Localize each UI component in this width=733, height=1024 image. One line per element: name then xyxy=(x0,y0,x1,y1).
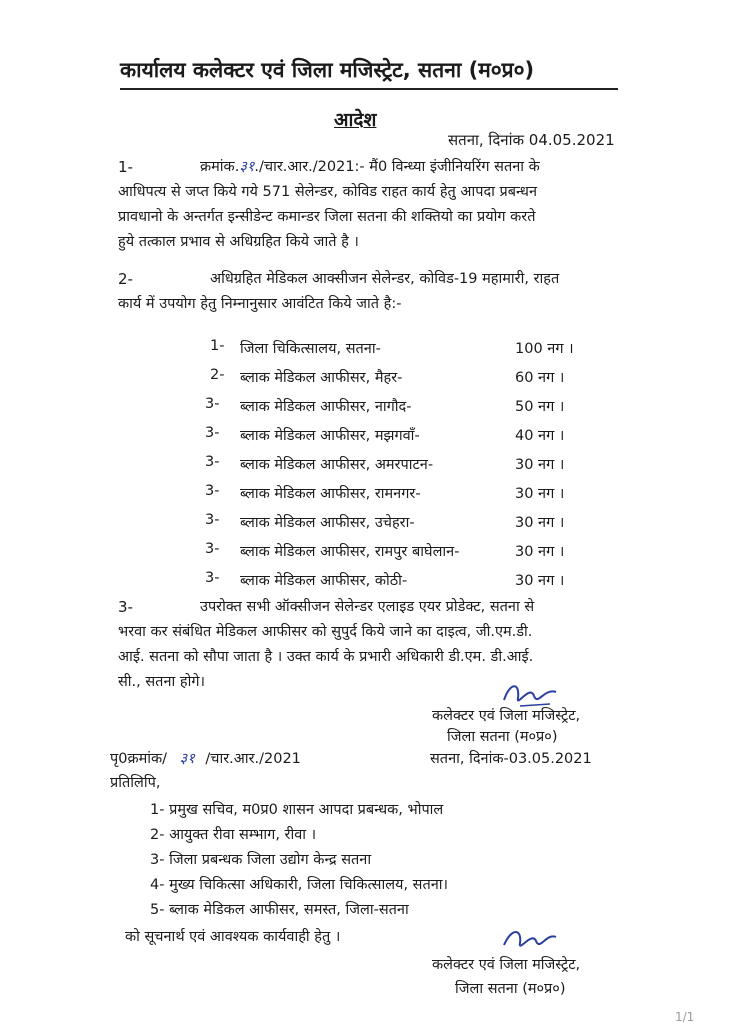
copy-label: प्रतिलिपि, xyxy=(110,775,161,791)
para1-line1-rest: ./चार.आर./2021:- मैं0 विन्ध्या इंजीनियरिंग सतना के xyxy=(254,159,540,175)
para3-line3: आई. सतना को सौपा जाता है । उक्त कार्य के प्रभारी अधिकारी डी.एम. डी.आई. xyxy=(118,649,534,665)
endorsement-ref xyxy=(110,748,301,768)
para1-line1-start: क्रमांक. xyxy=(200,159,240,175)
para3-line2: भरवा कर संबंधित मेडिकल आफीसर को सुपुर्द किये जाने का दाइत्व, जी.एम.डी. xyxy=(118,624,533,640)
signature2-scribble xyxy=(500,925,560,957)
para1-line1 xyxy=(200,155,540,180)
endorsement-date: सतना, दिनांक-03.05.2021 xyxy=(430,751,592,767)
list-item: 3- जिला प्रबन्धक जिला उद्योग केन्द्र सतना xyxy=(150,852,372,868)
office-title: कार्यालय कलेक्टर एवं जिला मजिस्ट्रेट, सतना (म०प्र०) xyxy=(120,58,535,82)
para2-line2: कार्य में उपयोग हेतु निम्नानुसार आवंटित किये जाते है:- xyxy=(118,296,402,312)
para1-number: 1- xyxy=(118,158,133,176)
signature2-location: जिला सतना (म०प्र०) xyxy=(455,981,566,997)
para3-line1: उपरोक्त सभी ऑक्सीजन सेलेन्डर एलाइड एयर प्रोडेक्ट, सतना से xyxy=(200,599,535,615)
order-title: आदेश xyxy=(334,109,377,131)
para1-line4: हुये तत्काल प्रभाव से अधिग्रहित किये जाते है । xyxy=(118,234,359,250)
endorsement-ref-suffix: /चार.आर./2021 xyxy=(205,751,301,767)
list-item: 2- आयुक्त रीवा सम्भाग, रीवा । xyxy=(150,827,317,843)
para3-number: 3- xyxy=(118,598,133,616)
document-page: कार्यालय कलेक्टर एवं जिला मजिस्ट्रेट, सतना (म०प्र०) आदेश सतना, दिनांक 04.05.2021 1- क्रमांक.३१./चार.आर./2021:- मैं0 विन्ध्या इंजीनियरिंग सतना के आधिपत्य से जप्त किये गये 571 सेलेन्डर, कोविड राहत कार्य हेतु आपदा प्रबन्धन प्रावधानो के अन्तर्गत इन्सीडेन्ट कमान्डर जिला सतना की शक्तियो का प्रयोग करते हुये तत्काल प्रभाव से अधिग्रहित किये जाते है । 2- अधिग्रहित मेडिकल आक्सीजन सेलेन्डर, कोविड-19 महामारी, राहत कार्य में उपयोग हेतु निम्नानुसार आवंटित किये जाते है:- 1- जिला चिकित्सालय, सतना- 100 नग । 2- ब्लाक मेडिकल आफीसर, मैहर- 60 नग । 3- ब्लाक मेडिकल आफीसर, नागौद- 50 नग । 3- ब्लाक मेडिकल आफीसर, मझगवॉं- 40 नग । 3- ब्लाक मेडिकल आफीसर, अमरपाटन- 30 नग । 3- ब्लाक मेडिकल आफीसर, रामनगर- 30 नग । 3- ब्लाक मेडिकल आफीसर, उचेहरा- 30 नग । 3- ब्लाक मेडिकल आफीसर, रामपुर बाघेलान- 30 नग । 3- ब्लाक मेडिकल आफीसर, कोठी- 30 नग । 3- उपरोक्त सभी ऑक्सीजन सेलेन्डर एलाइड एयर प्रोडेक्ट, सतना से भरवा कर संबंधित मेडिकल आफीसर को सुपुर्द किये जाने का दाइत्व, जी.एम.डी. आई. सतना को सौपा जाता है । उक्त कार्य के प्रभारी अधिकारी डी.एम. डी.आई. सी., सतना होगे। कलेक्टर एवं जिला मजिस्ट्रेट, जिला सतना (म०प्र०) पृ0क्रमांक/ ३१ /चार.आर./2021 सतना, दिनांक-03.05.2021 प्रतिलिपि, 1- प्रमुख सचिव, म0प्र0 शासन आपदा प्रबन्धक, भोपाल 2- आयुक्त रीवा सम्भाग, रीवा । 3- जिला प्रबन्धक जिला उद्योग केन्द्र सतना 4- मुख्य चिकित्सा अधिकारी, जिला चिकित्सालय, सतना। 5- ब्लाक मेडिकल आफीसर, समस्त, जिला-सतना को सूचनार्थ एवं आवश्यक कार्यवाही हेतु । कलेक्टर एवं जिला मजिस्ट्रेट, जिला सतना (म०प्र०) 1/1 xyxy=(110,58,695,1024)
endorsement-ref-handwritten: ३१ xyxy=(179,751,195,767)
list-item: 1- प्रमुख सचिव, म0प्र0 शासन आपदा प्रबन्धक, भोपाल xyxy=(150,802,444,818)
para2-line1: अधिग्रहित मेडिकल आक्सीजन सेलेन्डर, कोविड-19 महामारी, राहत xyxy=(210,271,560,287)
para1-line2: आधिपत्य से जप्त किये गये 571 सेलेन्डर, कोविड राहत कार्य हेतु आपदा प्रबन्धन xyxy=(118,184,538,200)
order-date: सतना, दिनांक 04.05.2021 xyxy=(448,131,615,149)
endorsement-ref-prefix: पृ0क्रमांक/ xyxy=(110,751,168,767)
list-item: 4- मुख्य चिकित्सा अधिकारी, जिला चिकित्सालय, सतना। xyxy=(150,877,449,893)
signature1-location: जिला सतना (म०प्र०) xyxy=(447,729,558,745)
page-indicator: 1/1 xyxy=(675,1010,695,1024)
para1-line3: प्रावधानो के अन्तर्गत इन्सीडेन्ट कमान्डर जिला सतना की शक्तियो का प्रयोग करते xyxy=(118,209,536,225)
para3-line4: सी., सतना होगे। xyxy=(118,674,205,690)
list-item: 5- ब्लाक मेडिकल आफीसर, समस्त, जिला-सतना xyxy=(150,902,409,918)
signature1-designation: कलेक्टर एवं जिला मजिस्ट्रेट, xyxy=(432,708,581,724)
copies-footer: को सूचनार्थ एवं आवश्यक कार्यवाही हेतु । xyxy=(125,929,341,945)
signature2-designation: कलेक्टर एवं जिला मजिस्ट्रेट, xyxy=(432,957,581,973)
order-number-handwritten: ३१ xyxy=(239,159,255,175)
title-underline xyxy=(120,88,618,90)
para2-number: 2- xyxy=(118,270,133,288)
